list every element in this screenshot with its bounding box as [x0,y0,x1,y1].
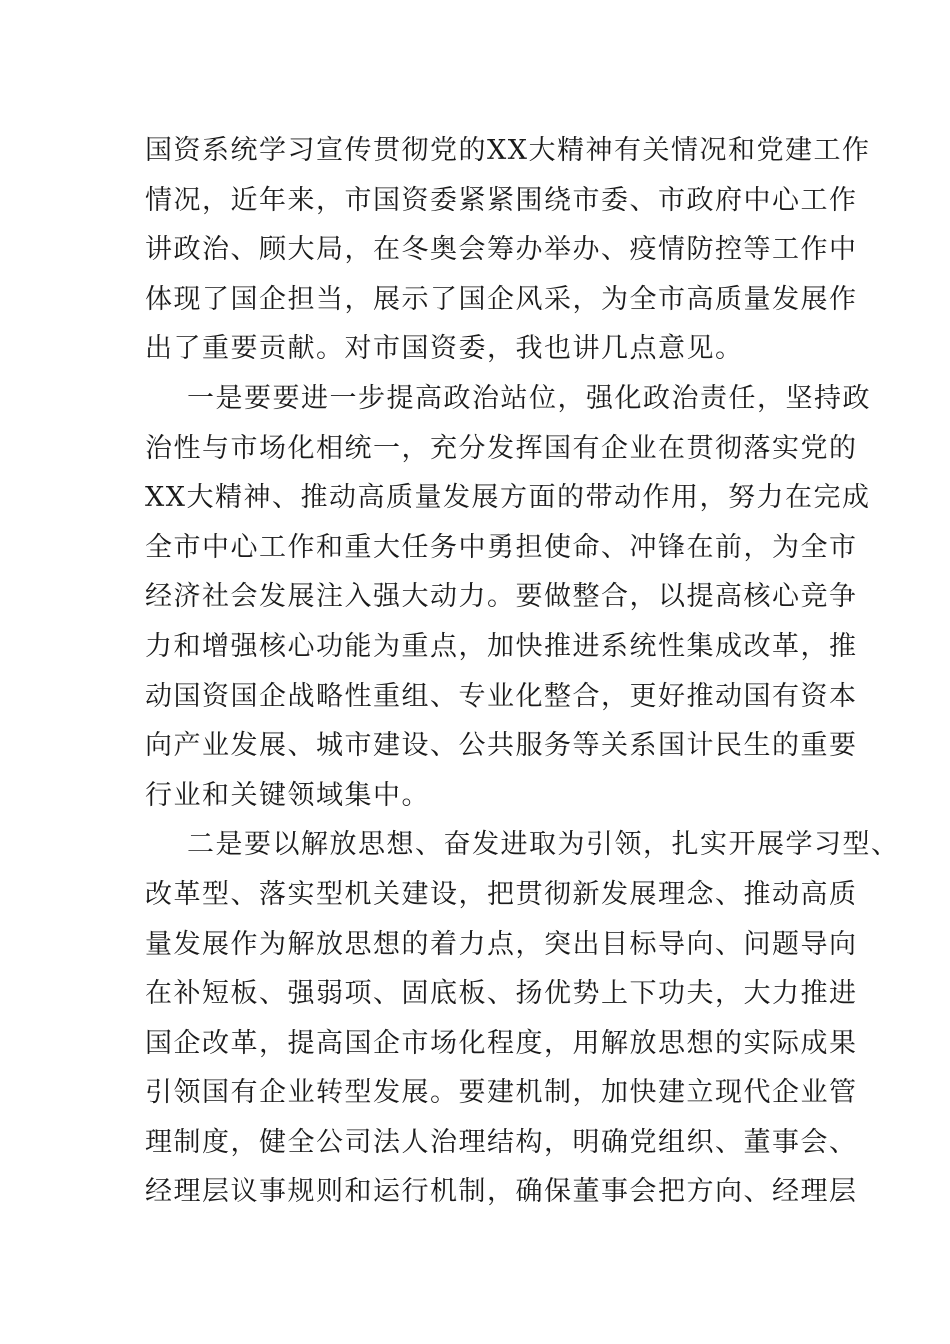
paragraph-line: 引领国有企业转型发展。要建机制，加快建立现代企业管 [145,1077,858,1109]
paragraph-line: 体现了国企担当，展示了国企风采，为全市高质量发展作 [145,283,858,315]
paragraph-line: 经理层议事规则和运行机制，确保董事会把方向、经理层 [145,1176,858,1208]
paragraph-line: 行业和关键领域集中。 [145,779,430,811]
paragraph-line: 改革型、落实型机关建设，把贯彻新发展理念、推动高质 [145,878,858,910]
paragraph-line: 向产业发展、城市建设、公共服务等关系国计民生的重要 [145,730,858,762]
paragraph-line: 出了重要贡献。对市国资委，我也讲几点意见。 [145,333,744,365]
paragraph-line: 情况，近年来，市国资委紧紧围绕市委、市政府中心工作 [145,184,858,216]
document-body [145,126,900,1217]
paragraph-1 [145,126,871,374]
paragraph-line: XX大精神、推动高质量发展方面的带动作用，努力在完成 [145,482,871,514]
paragraph-line: 治性与市场化相统一，充分发挥国有企业在贯彻落实党的 [145,432,858,464]
paragraph-line: 量发展作为解放思想的着力点，突出目标导向、问题导向 [145,928,858,960]
paragraph-line: 国企改革，提高国企市场化程度，用解放思想的实际成果 [145,1027,858,1059]
paragraph-line: 讲政治、顾大局，在冬奥会筹办举办、疫情防控等工作中 [145,234,858,266]
paragraph-3 [145,820,900,1217]
paragraph-line: 二是要以解放思想、奋发进取为引领，扎实开展学习型、 [187,829,900,861]
paragraph-line: 全市中心工作和重大任务中勇担使命、冲锋在前，为全市 [145,531,858,563]
paragraph-line: 理制度，健全公司法人治理结构，明确党组织、董事会、 [145,1126,858,1158]
paragraph-line: 力和增强核心功能为重点，加快推进系统性集成改革，推 [145,630,858,662]
paragraph-line: 动国资国企战略性重组、专业化整合，更好推动国有资本 [145,680,858,712]
paragraph-line: 国资系统学习宣传贯彻党的XX大精神有关情况和党建工作 [145,135,871,166]
paragraph-line: 在补短板、强弱项、固底板、扬优势上下功夫，大力推进 [145,978,858,1010]
paragraph-line: 经济社会发展注入强大动力。要做整合，以提高核心竞争 [145,581,858,613]
paragraph-line: 一是要要进一步提高政治站位，强化政治责任，坚持政 [187,382,871,414]
paragraph-2 [145,374,871,820]
